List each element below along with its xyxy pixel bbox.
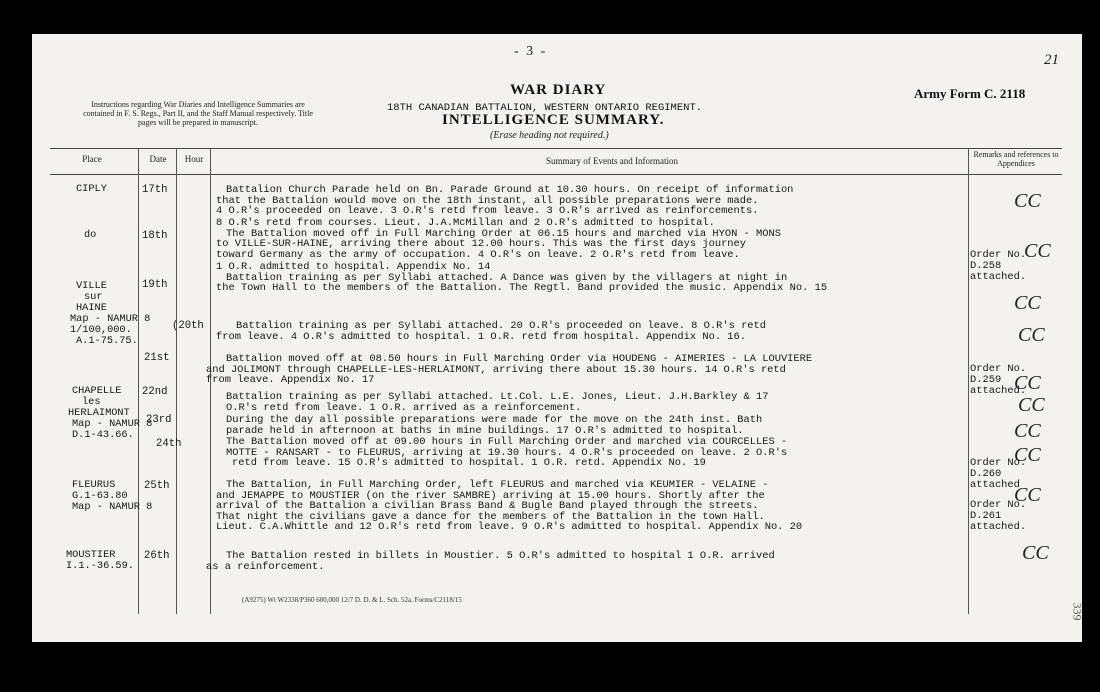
- battalion-name: 18TH CANADIAN BATTALION, WESTERN ONTARIO REGIMENT.: [387, 102, 703, 114]
- place-line: VILLE: [76, 280, 107, 292]
- table-top-rule: [50, 148, 1062, 149]
- col-header-place: Place: [82, 154, 102, 164]
- place-line: CHAPELLE: [72, 385, 122, 397]
- initials-signature: CC: [1014, 444, 1041, 466]
- entry-line: The Battalion moved off at 09.00 hours in Full Marching Order and marched via COURCELLES -: [226, 436, 788, 448]
- erase-note: (Erase heading not required.): [490, 130, 609, 141]
- entry-line: as a reinforcement.: [206, 560, 325, 573]
- place-line: G.1-63.80: [72, 490, 128, 502]
- initials-signature: CC: [1014, 420, 1041, 442]
- entry-line: arrival of the Battalion a civilian Brass Band & Bugle Band played through the streets.: [216, 500, 759, 513]
- col-header-remarks: Remarks and references to Appendices: [973, 150, 1059, 168]
- entry-line: During the day all possible preparations were made for the move on the 24th inst. Bath: [226, 414, 763, 426]
- entry-line: from leave. Appendix No. 17: [206, 374, 375, 387]
- place-line: Map - NAMUR 8: [72, 501, 153, 513]
- entry-line: to VILLE-SUR-HAINE, arriving there about 12.00 hours. This was the first days journey: [216, 238, 747, 251]
- entry-line: Battalion Church Parade held on Bn. Parade Ground at 10.30 hours. On receipt of information: [226, 184, 794, 196]
- form-footer: (A9275) Wt W2338/P360 600,000 12/7 D. D. & L. Sch. 52a. Forms/C2118/15: [242, 596, 462, 604]
- place-moustier: [66, 550, 146, 572]
- entry-line: that the Battalion would move on the 18th instant, all possible preparations were made.: [216, 194, 759, 207]
- entry-18: [216, 217, 971, 261]
- entry-17: [216, 184, 971, 218]
- entry-line: Battalion moved off at 08.50 hours in Full Marching Order via HOUDENG - AIMERIES - LA LOUVIERE: [226, 353, 813, 365]
- date-18: 18th: [142, 230, 168, 242]
- date-25: 25th: [144, 480, 170, 492]
- remark-line: Order No.: [970, 457, 1027, 469]
- place-line: D.1-43.66.: [72, 429, 134, 441]
- place-line: MOUSTIER: [66, 549, 116, 561]
- col-divider-place: [138, 148, 139, 614]
- initials-signature: CC: [1018, 394, 1045, 416]
- remark-line: attached.: [970, 521, 1027, 533]
- place-line: A.1-75.75.: [76, 335, 138, 347]
- table-header-rule: [50, 174, 1062, 175]
- place-line: FLEURUS: [72, 479, 116, 491]
- remark-line: D.258: [970, 260, 1002, 272]
- entry-line: O.R's retd from leave. 1 O.R. arrived as a reinforcement.: [226, 401, 582, 414]
- place-line: Map - NAMUR 8: [70, 313, 151, 325]
- entry-22: [226, 392, 971, 413]
- remark-line: D.261: [970, 510, 1002, 522]
- entry-line: MOTTE - RANSART - to FLEURUS, arriving at 19.30 hours. 4 O.R's proceeded on leave. 2 O.R's: [226, 446, 788, 459]
- col-header-summary: Summary of Events and Information: [546, 156, 678, 166]
- entry-line: retd from leave. 15 O.R's admitted to hospital. 1 O.R. retd. Appendix No. 19: [232, 457, 706, 470]
- page-number: - 3 -: [514, 44, 548, 59]
- entry-line: and JEMAPPE to MOUSTIER (on the river SAMBRE) arriving at 15.00 hours. Shortly after the: [216, 489, 765, 502]
- place-line: Map - NAMUR 8: [72, 418, 153, 430]
- entry-line: The Battalion, in Full Marching Order, left FLEURUS and marched via KEUMIER - VELAINE -: [226, 479, 769, 491]
- place-line: les: [82, 396, 101, 408]
- initials-signature: CC: [1014, 190, 1041, 212]
- col-header-date: Date: [149, 154, 167, 164]
- place-chapelle: [68, 385, 153, 441]
- entry-19: [216, 261, 971, 295]
- remark-line: Order No.: [970, 363, 1027, 375]
- remark-line: attached.: [970, 385, 1027, 397]
- folio-number: 21: [1044, 52, 1059, 68]
- place-do: do: [84, 229, 97, 241]
- place-fleurus: [72, 480, 152, 513]
- place-line: sur: [84, 291, 103, 303]
- entry-line: and JOLIMONT through CHAPELLE-LES-HERLAIMONT, arriving there about 15.30 hours. 14 O.R's retd: [206, 363, 786, 376]
- date-20: (20th: [172, 320, 204, 332]
- entry-25: [216, 479, 971, 534]
- initials-signature: CC: [1014, 484, 1041, 506]
- entry-line: Lieut. C.A.Whittle and 12 O.R's retd from leave. 9 O.R's admitted to hospital. Appendix No. 20: [216, 521, 803, 534]
- page-title: WAR DIARY: [510, 82, 607, 98]
- date-24: 24th: [156, 438, 182, 450]
- place-ciply: CIPLY: [76, 183, 107, 195]
- col-header-hour: Hour: [184, 154, 204, 164]
- col-divider-date: [176, 148, 177, 614]
- remark-line: D.259: [970, 374, 1002, 386]
- place-line: 1/100,000.: [70, 324, 132, 336]
- place-line: HERLAIMONT: [68, 407, 130, 419]
- entry-21: [206, 353, 971, 387]
- initials-signature: CC: [1014, 372, 1041, 394]
- entry-line: 1 O.R. admitted to hospital. Appendix No. 14: [216, 261, 491, 273]
- date-22: 22nd: [142, 386, 168, 398]
- entry-line: That night the civilians gave a dance for the members of the Battalion in the town Hall.: [216, 510, 765, 523]
- initials-signature: CC: [1024, 240, 1051, 262]
- date-26: 26th: [144, 550, 170, 562]
- entry-line: from leave. 4 O.R's admitted to hospital. 1 O.R. retd from hospital. Appendix No. 16.: [216, 330, 747, 343]
- entry-line: 4 O.R's proceeded on leave. 3 O.R's retd from leave. 3 O.R's arrived as reinforcements.: [216, 205, 759, 218]
- diary-sheet: [32, 34, 1085, 642]
- entry-line: toward Germany as the army of occupation. 4 O.R's on leave. 2 O.R's retd from leave.: [216, 248, 740, 261]
- date-23: 23rd: [146, 414, 172, 426]
- entry-line: parade held in afternoon at baths in mine buildings. 17 O.R's admitted to hospital.: [226, 424, 744, 437]
- remark-line: attached: [970, 479, 1020, 491]
- entry-line: The Battalion moved off in Full Marching Order at 06.15 hours and marched via HYON - MONS: [226, 227, 781, 240]
- entry-line: 8 O.R's retd from courses. Lieut. J.A.McMillan and 2 O.R's admitted to hospital.: [216, 217, 715, 229]
- entry-line: Battalion training as per Syllabi attached. Lt.Col. L.E. Jones, Lieut. J.H.Barkley & 17: [226, 391, 769, 403]
- place-line: HAINE: [76, 302, 107, 314]
- army-form-number: Army Form C. 2118: [914, 86, 1026, 101]
- entry-line: the Town Hall to the members of the Battalion. The Regtl. Band provided the music. Appendix No. 15: [216, 282, 828, 295]
- remark-line: attached.: [970, 271, 1027, 283]
- entry-20: [216, 320, 971, 343]
- remark-order-d258: [970, 250, 1026, 283]
- place-line: I.1.-36.59.: [66, 560, 134, 572]
- remark-line: Order No.: [970, 499, 1027, 511]
- intelligence-summary-title: INTELLIGENCE SUMMARY.: [442, 112, 665, 128]
- remark-line: D.260: [970, 468, 1002, 480]
- initials-signature: CC: [1014, 292, 1041, 314]
- margin-number: 339: [1070, 602, 1085, 621]
- entry-24: [226, 437, 971, 469]
- initials-signature: CC: [1018, 324, 1045, 346]
- initials-signature: CC: [1022, 542, 1049, 564]
- entry-23: [226, 415, 971, 436]
- entry-26: [206, 550, 971, 573]
- remark-line: Order No.: [970, 249, 1027, 261]
- date-19: 19th: [142, 279, 168, 291]
- entry-line: Battalion training as per Syllabi attached. A Dance was given by the villagers at night in: [226, 271, 788, 284]
- date-17: 17th: [142, 184, 168, 196]
- date-21: 21st: [144, 352, 170, 364]
- entry-line: Battalion training as per Syllabi attached. 20 O.R's proceeded on leave. 8 O.R's retd: [236, 320, 767, 332]
- instructions-note: Instructions regarding War Diaries and Intelligence Summaries are contained in F. S. Regs., Part II, and the Staff Manual respectively. Title pages will be prepared in manuscript.: [83, 100, 313, 127]
- entry-line: The Battalion rested in billets in Moustier. 5 O.R's admitted to hospital 1 O.R. arrived: [226, 550, 775, 562]
